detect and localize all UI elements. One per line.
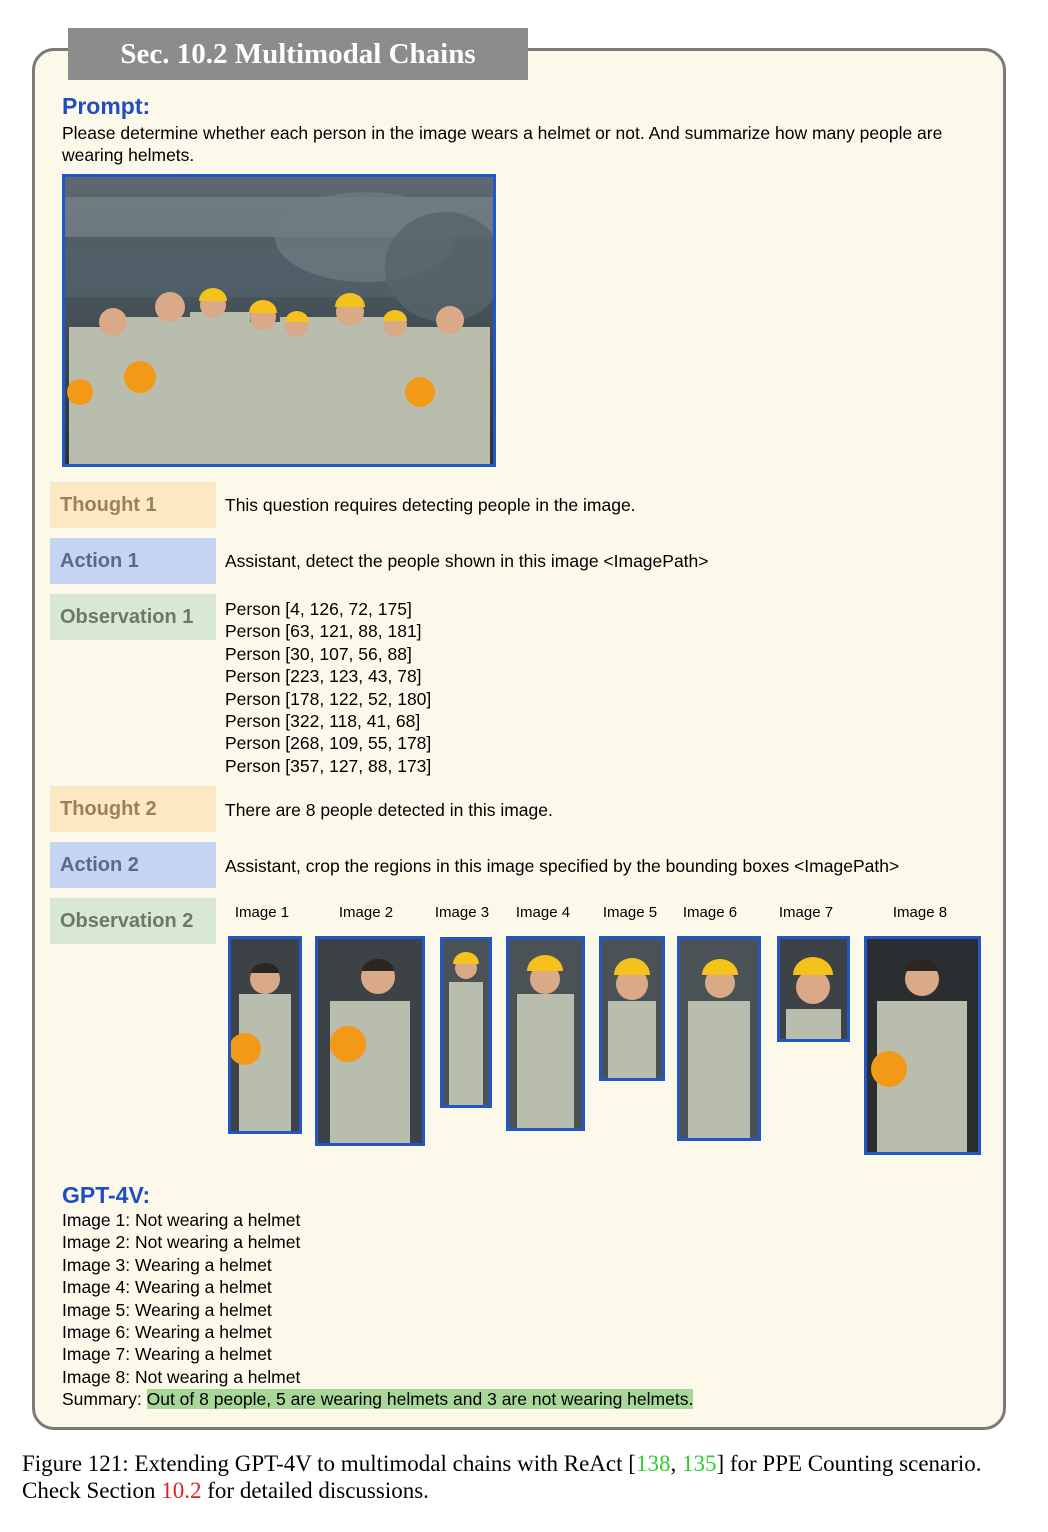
- crop-image-3: [440, 937, 492, 1108]
- prompt-label: Prompt:: [62, 93, 151, 119]
- observation2-label: Observation 2: [50, 898, 216, 944]
- crop-label-6: Image 6: [682, 904, 738, 921]
- response-line: Image 1: Not wearing a helmet: [62, 1210, 301, 1230]
- caption-part2: ] for PPE Counting scenario. Check Section: [22, 1451, 982, 1503]
- summary-prefix: Summary:: [62, 1389, 147, 1410]
- response-line: Image 7: Wearing a helmet: [62, 1344, 272, 1365]
- thought1-text: This question requires detecting people in the image.: [225, 495, 636, 515]
- thought2-text: There are 8 people detected in this image.: [225, 800, 553, 820]
- crop-image-2: [315, 936, 425, 1146]
- summary-highlight: Out of 8 people, 5 are wearing helmets and 3 are not wearing helmets.: [146, 1389, 694, 1410]
- detection-line: Person [322, 118, 41, 68]: [225, 711, 421, 732]
- detection-line: Person [223, 123, 43, 78]: [225, 666, 422, 687]
- detection-line: Person [30, 107, 56, 88]: [225, 643, 412, 664]
- crop-label-7: Image 7: [778, 904, 834, 921]
- section-tab: Sec. 10.2 Multimodal Chains: [68, 28, 528, 80]
- gpt4v-label: GPT-4V:: [62, 1182, 151, 1208]
- section-link[interactable]: 10.2: [161, 1478, 202, 1503]
- response-line: Image 5: Wearing a helmet: [62, 1299, 272, 1320]
- detection-line: Person [63, 121, 88, 181]: [225, 621, 422, 642]
- crop-label-2: Image 2: [338, 904, 394, 921]
- action1-text: Assistant, detect the people shown in this image <ImagePath>: [225, 551, 709, 571]
- response-line: Image 2: Not wearing a helmet: [62, 1232, 301, 1253]
- figure-caption: [22, 1450, 1022, 1504]
- thought2-label: Thought 2: [50, 786, 216, 832]
- response-line: Image 4: Wearing a helmet: [62, 1277, 272, 1298]
- detection-line: Person [357, 127, 88, 173]: [225, 755, 432, 776]
- crop-label-4: Image 4: [515, 904, 571, 921]
- action2-label: Action 2: [50, 842, 216, 888]
- citation-link-135[interactable]: 135: [681, 1451, 717, 1476]
- response-line: Image 3: Wearing a helmet: [62, 1254, 272, 1275]
- prompt-text: Please determine whether each person in the image wears a helmet or not. And summarize how many people are wearing helmets.: [62, 123, 943, 165]
- crop-image-6: [677, 936, 761, 1141]
- thought1-label: Thought 1: [50, 482, 216, 528]
- crop-image-5: [599, 936, 665, 1081]
- caption-sep: ,: [670, 1451, 682, 1476]
- observation1-label: Observation 1: [50, 594, 216, 640]
- action2-text: Assistant, crop the regions in this image specified by the bounding boxes <ImagePath>: [225, 856, 900, 876]
- crop-image-7: [777, 936, 850, 1042]
- crop-label-3: Image 3: [434, 904, 490, 921]
- gpt4v-response: [62, 1209, 693, 1411]
- crop-label-1: Image 1: [234, 904, 290, 921]
- detection-line: Person [268, 109, 55, 178]: [225, 733, 432, 754]
- crop-image-1: [228, 936, 302, 1134]
- summary-line: [62, 1388, 693, 1410]
- response-line: Image 6: Wearing a helmet: [62, 1322, 272, 1343]
- crop-label-8: Image 8: [892, 904, 948, 921]
- caption-part1: Figure 121: Extending GPT-4V to multimodal chains with ReAct [: [22, 1451, 636, 1476]
- observation1-list: [225, 598, 431, 777]
- caption-part3: for detailed discussions.: [201, 1478, 429, 1503]
- crop-label-5: Image 5: [602, 904, 658, 921]
- citation-link-138[interactable]: 138: [635, 1451, 671, 1476]
- detection-line: Person [4, 126, 72, 175]: [225, 599, 412, 619]
- crop-image-4: [506, 936, 585, 1131]
- crop-image-8: [864, 936, 981, 1155]
- action1-label: Action 1: [50, 538, 216, 584]
- response-line: Image 8: Not wearing a helmet: [62, 1366, 301, 1387]
- workers-photo: [62, 174, 496, 467]
- detection-line: Person [178, 122, 52, 180]: [225, 688, 432, 709]
